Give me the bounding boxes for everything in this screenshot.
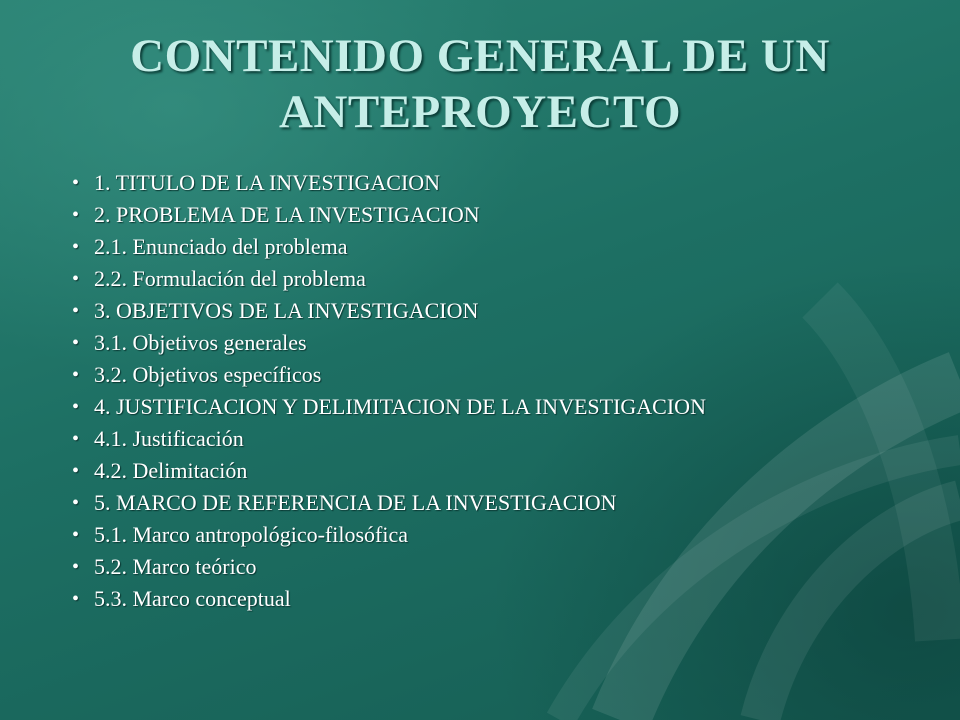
slide-title <box>40 28 920 140</box>
list-item <box>70 263 706 295</box>
list-item <box>70 199 706 231</box>
bullet-icon: • <box>72 460 80 482</box>
list-item-text: 3.2. Objetivos específicos <box>94 362 322 387</box>
list-item-text: 5.3. Marco conceptual <box>94 586 291 611</box>
bullet-icon: • <box>72 172 80 194</box>
list-item-text: 2. PROBLEMA DE LA INVESTIGACION <box>94 202 480 227</box>
list-item-text: 1. TITULO DE LA INVESTIGACION <box>94 170 441 195</box>
list-item-text: 5. MARCO DE REFERENCIA DE LA INVESTIGACION <box>94 490 617 515</box>
bullet-icon: • <box>72 556 80 578</box>
bullet-icon: • <box>72 364 80 386</box>
list-item-text: 3. OBJETIVOS DE LA INVESTIGACION <box>94 298 479 323</box>
list-item-text: 3.1. Objetivos generales <box>94 330 307 355</box>
list-item <box>70 359 706 391</box>
bullet-icon: • <box>72 524 80 546</box>
bullet-icon: • <box>72 204 80 226</box>
bullet-icon: • <box>72 300 80 322</box>
bullet-icon: • <box>72 428 80 450</box>
list-item <box>70 455 706 487</box>
list-item-text: 2.1. Enunciado del problema <box>94 234 348 259</box>
content-list <box>70 167 706 615</box>
list-item <box>70 167 706 199</box>
bullet-icon: • <box>72 492 80 514</box>
bullet-icon: • <box>72 236 80 258</box>
list-item <box>70 231 706 263</box>
list-item <box>70 295 706 327</box>
list-item <box>70 423 706 455</box>
slide-title-line-2: ANTEPROYECTO <box>278 86 682 138</box>
bullet-icon: • <box>72 268 80 290</box>
list-item-text: 5.1. Marco antropológico-filosófica <box>94 522 409 547</box>
list-item <box>70 391 706 423</box>
list-item <box>70 519 706 551</box>
bullet-icon: • <box>72 332 80 354</box>
list-item <box>70 487 706 519</box>
list-item <box>70 551 706 583</box>
bullet-icon: • <box>72 396 80 418</box>
list-item-text: 5.2. Marco teórico <box>94 554 257 579</box>
list-item-text: 4.1. Justificación <box>94 426 244 451</box>
list-item-text: 4. JUSTIFICACION Y DELIMITACION DE LA INVESTIGACION <box>94 394 706 419</box>
bullet-icon: • <box>72 588 80 610</box>
list-item-text: 4.2. Delimitación <box>94 458 248 483</box>
list-item-text: 2.2. Formulación del problema <box>94 266 366 291</box>
list-item <box>70 327 706 359</box>
slide-title-line-1: CONTENIDO GENERAL DE UN <box>130 30 830 82</box>
list-item <box>70 583 706 615</box>
